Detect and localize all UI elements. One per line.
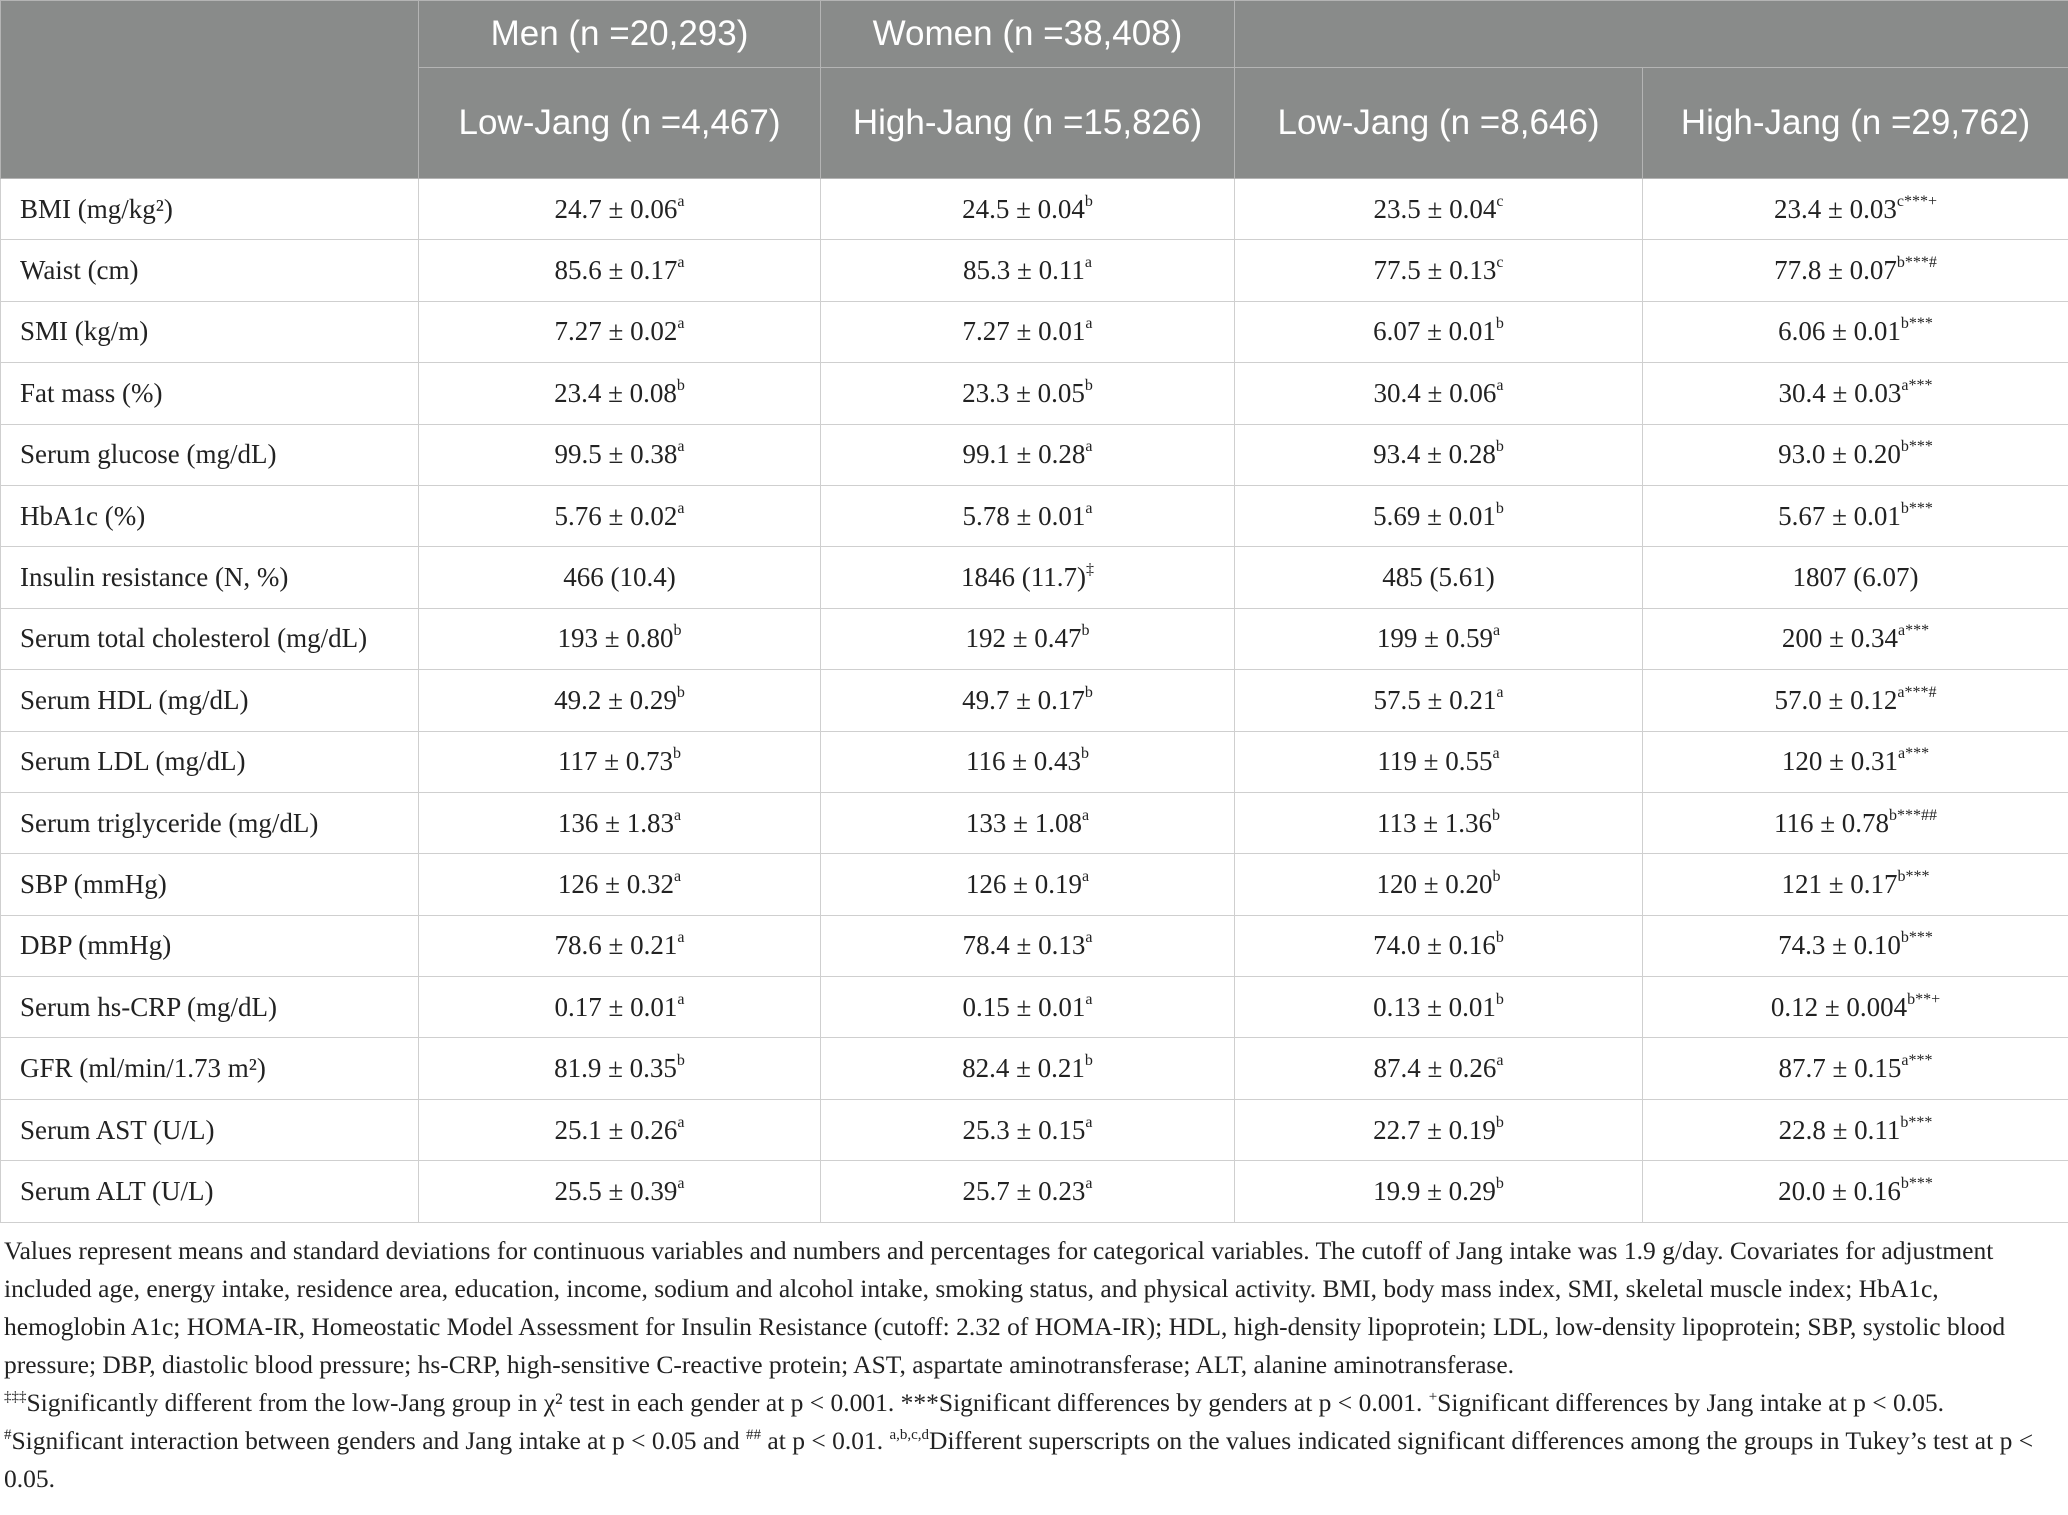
cell-women-low-jang [1235, 1161, 1643, 1222]
cell-women-high-jang [1643, 1038, 2068, 1099]
header-women-low-jang: Low-Jang (n =8,646) [1235, 68, 1643, 179]
cell-men-high-jang [821, 547, 1235, 608]
cell-value: 1846 (11.7) [961, 562, 1086, 593]
cell-value: 19.9 ± 0.29 [1373, 1175, 1496, 1206]
cell-value: 0.12 ± 0.004 [1770, 991, 1908, 1022]
cell-value: 99.5 ± 0.38 [554, 439, 678, 470]
cell-value: 23.4 ± 0.08 [554, 377, 677, 408]
cell-superscript: b*** [1900, 438, 1933, 456]
cell-value: 78.4 ± 0.13 [962, 930, 1086, 961]
cell-superscript: b [1495, 990, 1504, 1008]
cell-value: 87.4 ± 0.26 [1373, 1053, 1497, 1084]
table-row [1, 731, 2068, 792]
header-men-group: Men (n =20,293) [419, 1, 821, 68]
cell-men-low-jang [419, 731, 821, 792]
cell-women-low-jang [1235, 731, 1643, 792]
cell-superscript: a [1081, 867, 1090, 885]
cell-women-low-jang [1235, 854, 1643, 915]
cell-men-high-jang [821, 1099, 1235, 1160]
row-label: HbA1c (%) [1, 485, 419, 546]
cell-value: 1807 (6.07) [1792, 562, 1919, 593]
cell-superscript: b [1495, 315, 1504, 333]
cell-superscript: a [673, 806, 682, 824]
cell-value: 7.27 ± 0.01 [962, 316, 1086, 347]
cell-women-high-jang [1643, 731, 2068, 792]
cell-value: 77.5 ± 0.13 [1373, 255, 1497, 286]
row-label: BMI (mg/kg²) [1, 179, 419, 240]
cell-superscript: b [1495, 438, 1504, 456]
table-row [1, 792, 2068, 853]
cell-superscript: b [676, 376, 685, 394]
cell-men-high-jang [821, 608, 1235, 669]
cell-value: 30.4 ± 0.03 [1778, 377, 1902, 408]
table-row [1, 670, 2068, 731]
cell-value: 23.3 ± 0.05 [962, 377, 1085, 408]
cell-men-low-jang [419, 363, 821, 424]
cell-men-high-jang [821, 915, 1235, 976]
header-men-high-jang: High-Jang (n =15,826) [821, 68, 1235, 179]
cell-women-low-jang [1235, 1038, 1643, 1099]
cell-women-high-jang [1643, 670, 2068, 731]
header-empty-cell [1235, 1, 2068, 68]
cell-superscript: a [1085, 1113, 1093, 1131]
cell-superscript: b [1492, 867, 1501, 885]
cell-value: 121 ± 0.17 [1781, 868, 1898, 899]
cell-value: 49.7 ± 0.17 [962, 684, 1085, 715]
cell-value: 120 ± 0.20 [1376, 868, 1493, 899]
cell-women-low-jang [1235, 179, 1643, 240]
table-row [1, 485, 2068, 546]
header-women-high-jang: High-Jang (n =29,762) [1643, 68, 2068, 179]
cell-superscript: b [676, 683, 685, 701]
cell-men-high-jang [821, 363, 1235, 424]
cell-men-low-jang [419, 977, 821, 1038]
row-label: Serum hs-CRP (mg/dL) [1, 977, 419, 1038]
row-label: Serum ALT (U/L) [1, 1161, 419, 1222]
cell-superscript: b**+ [1907, 990, 1941, 1008]
table-row [1, 915, 2068, 976]
cell-women-high-jang [1643, 363, 2068, 424]
cell-men-low-jang [419, 1099, 821, 1160]
cell-value: 77.8 ± 0.07 [1774, 255, 1897, 286]
cell-women-low-jang [1235, 301, 1643, 362]
cell-men-low-jang [419, 301, 821, 362]
cell-superscript: ‡ [1085, 561, 1094, 579]
cell-women-low-jang [1235, 424, 1643, 485]
cell-men-high-jang [821, 301, 1235, 362]
table-row [1, 179, 2068, 240]
table-header [1, 1, 2068, 179]
cell-value: 0.15 ± 0.01 [962, 991, 1086, 1022]
cell-women-low-jang [1235, 670, 1643, 731]
footnote-sup-letters: a,b,c,d [889, 1426, 930, 1443]
table-body [1, 179, 2068, 1223]
table-row [1, 301, 2068, 362]
cell-women-low-jang [1235, 547, 1643, 608]
cell-women-high-jang [1643, 424, 2068, 485]
cell-superscript: b*** [1900, 929, 1933, 947]
table-row [1, 363, 2068, 424]
cell-men-high-jang [821, 977, 1235, 1038]
cell-superscript: a [677, 438, 685, 456]
cell-superscript: a [673, 867, 682, 885]
cell-superscript: b [1084, 376, 1093, 394]
cell-value: 136 ± 1.83 [557, 807, 674, 838]
footnote-sup-double-hash: ## [746, 1426, 762, 1443]
row-label: GFR (ml/min/1.73 m²) [1, 1038, 419, 1099]
cell-women-high-jang [1643, 485, 2068, 546]
cell-women-low-jang [1235, 608, 1643, 669]
cell-superscript: a*** [1901, 1052, 1933, 1070]
cell-superscript: a [1085, 929, 1093, 947]
cell-value: 30.4 ± 0.06 [1373, 377, 1497, 408]
table-row [1, 1099, 2068, 1160]
footnote-chi-text: Significantly different from the low-Jang group in χ² test in each gender at p < 0.001. ***Significant differences by genders at p < 0.001. [26, 1387, 1429, 1417]
cell-superscript: a [1496, 1052, 1504, 1070]
cell-value: 0.17 ± 0.01 [554, 991, 678, 1022]
cell-superscript: b*** [1897, 867, 1930, 885]
cell-superscript: b*** [1900, 1174, 1933, 1192]
cell-women-high-jang [1643, 547, 2068, 608]
cell-value: 117 ± 0.73 [557, 746, 674, 777]
footnote-abbreviations: Values represent means and standard deviations for continuous variables and numbers and percentages for categorical variables. The cutoff of Jang intake was 1.9 g/day. Covariates for adjustment included age, energy intake, residence area, education, income, sodium and alcohol intake, smoking status, and physical activity. BMI, body mass index, SMI, skeletal muscle index; HbA1c, hemoglobin A1c; HOMA-IR, Homeostatic Model Assessment for Insulin Resistance (cutoff: 2.32 of HOMA-IR); HDL, high-density lipoprotein; LDL, low-density lipoprotein; SBP, systolic blood pressure; DBP, diastolic blood pressure; hs-CRP, high-sensitive C-reactive protein; AST, aspartate aminotransferase; ALT, alanine aminotransferase. [4, 1235, 2006, 1379]
cell-superscript: b [676, 1052, 685, 1070]
cell-women-high-jang [1643, 608, 2068, 669]
row-label: Insulin resistance (N, %) [1, 547, 419, 608]
header-men-low-jang: Low-Jang (n =4,467) [419, 68, 821, 179]
cell-superscript: b [1084, 192, 1093, 210]
table-footnote [0, 1223, 2068, 1498]
cell-men-low-jang [419, 1161, 821, 1222]
cell-superscript: b***## [1889, 806, 1938, 824]
footnote-sup-plus: + [1428, 1388, 1438, 1405]
cell-value: 22.7 ± 0.19 [1373, 1114, 1496, 1145]
row-label: DBP (mmHg) [1, 915, 419, 976]
cell-value: 81.9 ± 0.35 [554, 1053, 677, 1084]
cell-value: 485 (5.61) [1382, 562, 1495, 593]
cell-men-low-jang [419, 670, 821, 731]
header-women-group: Women (n =38,408) [821, 1, 1235, 68]
cell-men-low-jang [419, 1038, 821, 1099]
cell-men-high-jang [821, 792, 1235, 853]
cell-superscript: a*** [1897, 745, 1930, 763]
cell-value: 193 ± 0.80 [557, 623, 674, 654]
cell-value: 20.0 ± 0.16 [1778, 1175, 1901, 1206]
cell-women-low-jang [1235, 915, 1643, 976]
cell-superscript: b [673, 745, 682, 763]
cell-superscript: b [1084, 1052, 1093, 1070]
cell-value: 85.3 ± 0.11 [963, 255, 1085, 286]
cell-men-high-jang [821, 485, 1235, 546]
cell-superscript: a [677, 1113, 685, 1131]
cell-value: 192 ± 0.47 [965, 623, 1082, 654]
cell-superscript: b [1495, 929, 1504, 947]
footnote-sup-chi: ‡‡‡ [4, 1388, 27, 1405]
cell-women-low-jang [1235, 485, 1643, 546]
cell-value: 5.69 ± 0.01 [1373, 500, 1496, 531]
cell-superscript: a [1085, 990, 1093, 1008]
footnote-sup-hash: # [4, 1426, 12, 1443]
cell-value: 133 ± 1.08 [965, 807, 1082, 838]
cell-value: 57.5 ± 0.21 [1373, 684, 1497, 715]
table-row [1, 424, 2068, 485]
cell-value: 49.2 ± 0.29 [554, 684, 677, 715]
cell-superscript: b [673, 622, 682, 640]
cell-value: 199 ± 0.59 [1376, 623, 1493, 654]
row-label: Waist (cm) [1, 240, 419, 301]
cell-value: 78.6 ± 0.21 [554, 930, 678, 961]
cell-superscript: a [1085, 315, 1093, 333]
cell-value: 116 ± 0.78 [1773, 807, 1890, 838]
cell-value: 74.0 ± 0.16 [1373, 930, 1496, 961]
cell-men-high-jang [821, 1038, 1235, 1099]
cell-superscript: a [1084, 254, 1092, 272]
row-label: Serum triglyceride (mg/dL) [1, 792, 419, 853]
cell-superscript: a [677, 990, 685, 1008]
cell-superscript: c***+ [1896, 192, 1937, 210]
cell-superscript: c [1496, 254, 1504, 272]
cell-superscript: a [1085, 438, 1093, 456]
row-label: SBP (mmHg) [1, 854, 419, 915]
cell-women-low-jang [1235, 792, 1643, 853]
cell-women-high-jang [1643, 301, 2068, 362]
cell-superscript: c [1496, 192, 1504, 210]
cell-value: 24.7 ± 0.06 [554, 193, 678, 224]
cell-value: 200 ± 0.34 [1781, 623, 1898, 654]
cell-superscript: b*** [1900, 1113, 1933, 1131]
cell-men-high-jang [821, 424, 1235, 485]
footnote-significance [4, 1384, 2062, 1498]
cell-superscript: b [1495, 499, 1504, 517]
cell-women-low-jang [1235, 240, 1643, 301]
cell-superscript: a [1496, 683, 1504, 701]
cell-value: 93.4 ± 0.28 [1373, 439, 1496, 470]
cell-superscript: a*** [1901, 376, 1933, 394]
table-row [1, 977, 2068, 1038]
cell-superscript: b [1495, 1113, 1504, 1131]
cell-superscript: a [677, 929, 685, 947]
table-row [1, 608, 2068, 669]
cell-women-high-jang [1643, 792, 2068, 853]
cell-value: 6.07 ± 0.01 [1373, 316, 1496, 347]
cell-value: 0.13 ± 0.01 [1373, 991, 1496, 1022]
footnote-plus-text: Significant differences by Jang intake at p < 0.05. [1437, 1387, 1944, 1417]
cell-value: 85.6 ± 0.17 [554, 255, 678, 286]
cell-men-high-jang [821, 179, 1235, 240]
cell-women-high-jang [1643, 915, 2068, 976]
cell-value: 23.4 ± 0.03 [1774, 193, 1897, 224]
cell-women-high-jang [1643, 854, 2068, 915]
cell-men-low-jang [419, 792, 821, 853]
footnote-double-hash-text: at p < 0.01. [761, 1425, 890, 1455]
cell-men-low-jang [419, 424, 821, 485]
cell-superscript: b [1495, 1174, 1504, 1192]
cell-value: 25.7 ± 0.23 [962, 1175, 1086, 1206]
cell-men-low-jang [419, 854, 821, 915]
cell-value: 6.06 ± 0.01 [1778, 316, 1901, 347]
cell-value: 99.1 ± 0.28 [962, 439, 1086, 470]
cell-value: 82.4 ± 0.21 [962, 1053, 1085, 1084]
cell-men-high-jang [821, 731, 1235, 792]
row-label: Serum AST (U/L) [1, 1099, 419, 1160]
cell-value: 25.5 ± 0.39 [554, 1175, 678, 1206]
cell-superscript: a [1492, 745, 1500, 763]
table-row [1, 1161, 2068, 1222]
cell-value: 7.27 ± 0.02 [554, 316, 678, 347]
cell-men-low-jang [419, 608, 821, 669]
cell-superscript: a [1492, 622, 1501, 640]
row-label: SMI (kg/m) [1, 301, 419, 362]
cell-value: 113 ± 1.36 [1376, 807, 1493, 838]
cell-superscript: a [1081, 806, 1090, 824]
cell-superscript: a [1085, 499, 1093, 517]
cell-women-low-jang [1235, 977, 1643, 1038]
cell-men-high-jang [821, 1161, 1235, 1222]
row-label: Fat mass (%) [1, 363, 419, 424]
cell-women-high-jang [1643, 240, 2068, 301]
table-row [1, 240, 2068, 301]
table-row [1, 854, 2068, 915]
table-row [1, 1038, 2068, 1099]
header-blank-cell [1, 1, 419, 179]
cell-value: 119 ± 0.55 [1377, 746, 1493, 777]
row-label: Serum total cholesterol (mg/dL) [1, 608, 419, 669]
cell-men-low-jang [419, 179, 821, 240]
cell-value: 25.1 ± 0.26 [554, 1114, 678, 1145]
footnote-letters-text: Different superscripts on the values indicated significant differences among the groups in Tukey’s test at p < 0.05. [4, 1425, 2034, 1493]
cell-value: 5.78 ± 0.01 [962, 500, 1086, 531]
cell-value: 116 ± 0.43 [965, 746, 1082, 777]
cell-value: 126 ± 0.19 [965, 868, 1082, 899]
cell-superscript: a*** [1897, 622, 1930, 640]
cell-superscript: b [1084, 683, 1093, 701]
cell-value: 120 ± 0.31 [1781, 746, 1898, 777]
cell-value: 57.0 ± 0.12 [1774, 684, 1898, 715]
cell-value: 74.3 ± 0.10 [1778, 930, 1901, 961]
cell-value: 22.8 ± 0.11 [1778, 1114, 1901, 1145]
cell-women-high-jang [1643, 179, 2068, 240]
cell-superscript: a [677, 315, 685, 333]
table-row [1, 547, 2068, 608]
cell-superscript: a [677, 1174, 685, 1192]
cell-superscript: b*** [1900, 315, 1933, 333]
cell-value: 23.5 ± 0.04 [1373, 193, 1497, 224]
cell-men-low-jang [419, 485, 821, 546]
cell-superscript: b [1081, 745, 1090, 763]
cell-superscript: a [677, 499, 685, 517]
cell-men-high-jang [821, 670, 1235, 731]
cell-superscript: a***# [1897, 683, 1937, 701]
cell-value: 87.7 ± 0.15 [1778, 1053, 1902, 1084]
cell-women-high-jang [1643, 977, 2068, 1038]
cell-men-low-jang [419, 547, 821, 608]
cell-men-high-jang [821, 854, 1235, 915]
cell-value: 24.5 ± 0.04 [962, 193, 1085, 224]
cell-superscript: b***# [1896, 254, 1937, 272]
cell-value: 466 (10.4) [563, 562, 676, 593]
cell-women-low-jang [1235, 1099, 1643, 1160]
cell-men-low-jang [419, 915, 821, 976]
row-label: Serum LDL (mg/dL) [1, 731, 419, 792]
row-label: Serum glucose (mg/dL) [1, 424, 419, 485]
cell-superscript: a [1496, 376, 1504, 394]
cell-value: 126 ± 0.32 [557, 868, 674, 899]
cell-superscript: a [1085, 1174, 1093, 1192]
cell-men-high-jang [821, 240, 1235, 301]
footnote-hash-text: Significant interaction between genders and Jang intake at p < 0.05 and [11, 1425, 747, 1455]
cell-superscript: b [1081, 622, 1090, 640]
cell-value: 5.76 ± 0.02 [554, 500, 678, 531]
cell-men-low-jang [419, 240, 821, 301]
cell-superscript: b*** [1900, 499, 1933, 517]
cell-superscript: a [677, 254, 685, 272]
cell-superscript: b [1492, 806, 1501, 824]
cell-value: 5.67 ± 0.01 [1778, 500, 1901, 531]
cell-women-low-jang [1235, 363, 1643, 424]
cell-value: 25.3 ± 0.15 [962, 1114, 1086, 1145]
cell-superscript: a [677, 192, 685, 210]
cell-women-high-jang [1643, 1099, 2068, 1160]
cell-value: 93.0 ± 0.20 [1778, 439, 1901, 470]
cell-women-high-jang [1643, 1161, 2068, 1222]
row-label: Serum HDL (mg/dL) [1, 670, 419, 731]
